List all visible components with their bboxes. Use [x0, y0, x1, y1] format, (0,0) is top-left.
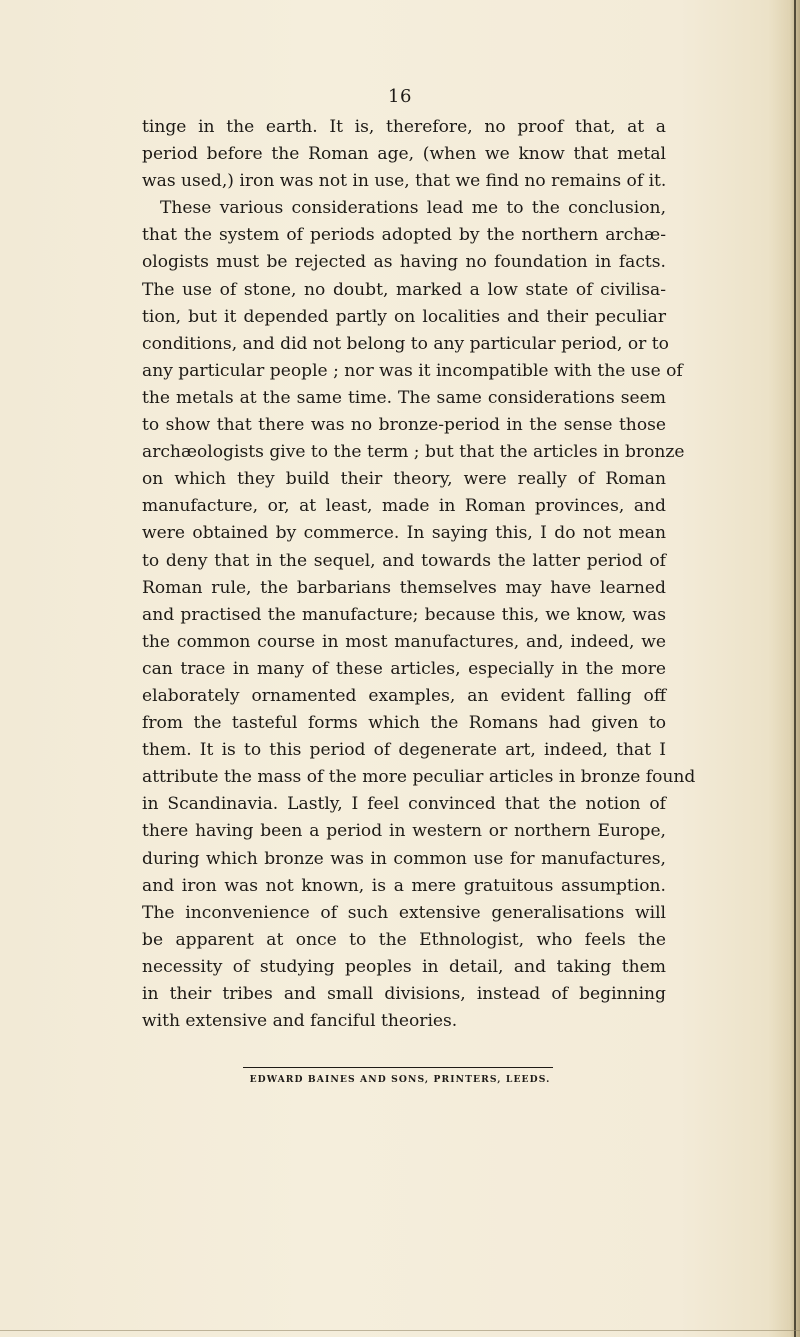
text-line: in Scandinavia. Lastly, I feel convinced that the notion of [142, 794, 666, 815]
text-line: the common course in most manufactures, and, indeed, we [142, 631, 666, 652]
page-edge-line [794, 0, 796, 1337]
page-number: 16 [388, 86, 412, 107]
text-line: to show that there was no bronze-period in the sense those [142, 415, 666, 436]
text-line: can trace in many of these articles, especially in the more [142, 658, 666, 679]
text-line: be apparent at once to the Ethnologist, who feels the [142, 929, 666, 950]
text-line: tion, but it depended partly on localities and their peculiar [142, 306, 666, 327]
text-line: with extensive and fanciful theories. [142, 1011, 458, 1032]
text-line: ologists must be rejected as having no foundation in facts. [142, 252, 666, 273]
text-line: on which they build their theory, were really of Roman [142, 469, 666, 490]
text-line: These various considerations lead me to the conclusion, [160, 198, 666, 219]
text-line: elaborately ornamented examples, an evident falling off [142, 685, 666, 706]
text-line: and practised the manufacture; because this, we know, was [142, 604, 666, 625]
text-line: was used,) iron was not in use, that we find no remains of it. [142, 171, 667, 192]
text-line: in their tribes and small divisions, instead of beginning [142, 984, 666, 1004]
footer-rule [243, 1067, 553, 1068]
text-line: attribute the mass of the more peculiar articles in bronze found [142, 767, 696, 788]
text-line: the metals at the same time. The same considerations seem [142, 387, 666, 408]
text-line: during which bronze was in common use for manufactures, [142, 848, 666, 869]
text-line: The inconvenience of such extensive generalisations will [142, 902, 666, 923]
text-line: any particular people ; nor was it incompatible with the use of [142, 360, 683, 381]
text-line: archæologists give to the term ; but that the articles in bronze [142, 442, 685, 463]
text-line: to deny that in the sequel, and towards the latter period of [142, 550, 666, 571]
text-line: tinge in the earth. It is, therefore, no proof that, at a [142, 117, 666, 137]
text-line: Roman rule, the barbarians themselves may have learned [142, 577, 666, 598]
text-line: from the tasteful forms which the Romans had given to [142, 713, 666, 734]
text-line: The use of stone, no doubt, marked a low state of civilisa- [142, 279, 666, 300]
text-line: conditions, and did not belong to any particular period, or to [142, 333, 669, 354]
text-line: were obtained by commerce. In saying this, I do not mean [142, 523, 666, 544]
body-text [142, 114, 696, 1035]
text-line: manufacture, or, at least, made in Roman provinces, and [142, 496, 666, 517]
text-line: period before the Roman age, (when we know that metal [142, 144, 666, 165]
text-line: there having been a period in western or northern Europe, [142, 821, 666, 842]
page-bottom-edge [0, 1330, 800, 1331]
text-line: necessity of studying peoples in detail, and taking them [142, 956, 666, 977]
printer-imprint: EDWARD BAINES AND SONS, PRINTERS, LEEDS. [249, 1074, 551, 1085]
text-line: that the system of periods adopted by the northern archæ- [142, 225, 666, 246]
text-line: and iron was not known, is a mere gratuitous assumption. [142, 875, 666, 896]
text-line: them. It is to this period of degenerate art, indeed, that I [142, 740, 666, 761]
